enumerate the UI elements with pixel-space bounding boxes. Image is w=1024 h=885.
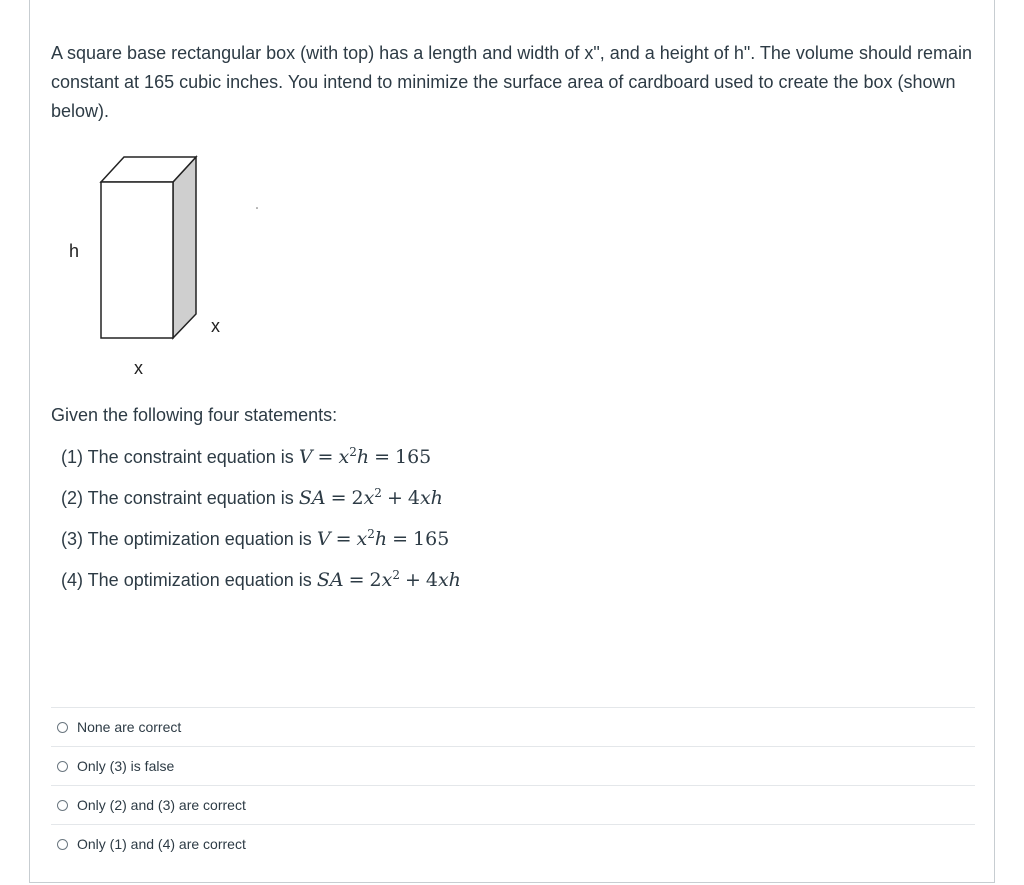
answer-label: Only (1) and (4) are correct <box>77 836 246 852</box>
answer-label: Only (2) and (3) are correct <box>77 797 246 813</box>
stray-dot <box>256 207 258 209</box>
height-label: h <box>69 241 80 261</box>
answer-option-4[interactable] <box>51 824 975 863</box>
given-statements-heading: Given the following four statements: <box>51 405 338 425</box>
radio-button[interactable] <box>57 761 68 772</box>
answer-label: None are correct <box>77 719 182 735</box>
radio-button[interactable] <box>57 722 68 733</box>
statement-4-equation: SA = $2x^2 + 4xh$ <box>316 568 461 591</box>
depth-label: x <box>211 316 220 336</box>
radio-button[interactable] <box>57 839 68 850</box>
statement-2-equation: SA = $2x^2 + 4xh$ <box>298 486 443 509</box>
statement-3: (3) The optimization equation is $V = x^2h = 165$ <box>61 527 450 550</box>
width-label: x <box>134 358 143 378</box>
statement-2: (2) The constraint equation is SA = $2x^2 + 4xh$ <box>61 486 443 509</box>
answer-option-3[interactable] <box>51 785 975 824</box>
box-side-face <box>173 157 196 338</box>
statement-1: (1) The constraint equation is $V = x^2h = 165$ <box>61 445 432 468</box>
answer-label: Only (3) is false <box>77 758 175 774</box>
answer-option-1[interactable] <box>51 707 975 746</box>
answer-list <box>51 707 975 863</box>
box-front-face <box>101 182 173 338</box>
statement-4: (4) The optimization equation is SA = $2x^2 + 4xh$ <box>61 568 461 591</box>
radio-button[interactable] <box>57 800 68 811</box>
statement-1-equation: $V = x^2h = 165$ <box>298 445 432 468</box>
statement-3-equation: $V = x^2h = 165$ <box>316 527 450 550</box>
box-figure <box>60 150 280 385</box>
answer-option-2[interactable] <box>51 746 975 785</box>
question-text: A square base rectangular box (with top) has a length and width of x", and a height of h". The volume should remain constant at 165 cubic inches. You intend to minimize the surface area of cardboard used to create the box (shown below). <box>51 43 973 121</box>
